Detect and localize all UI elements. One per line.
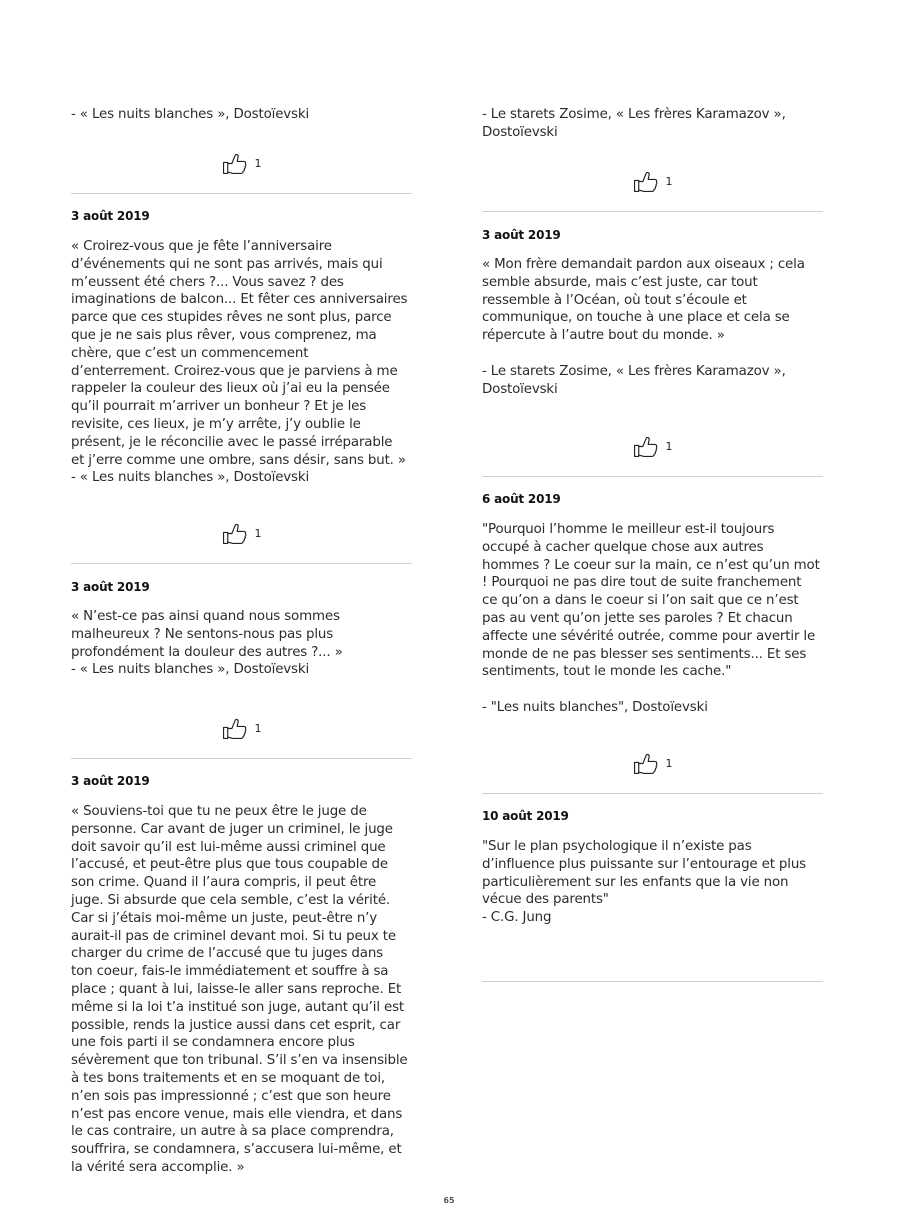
post-date: 6 août 2019 — [482, 492, 561, 506]
like-count: 1 — [665, 439, 673, 453]
post-text: « Souviens-toi que tu ne peux être le juge de personne. Car avant de juger un criminel, le juge doit savoir qu’il est lui-même aussi criminel que l’accusé, et peut-être plus que tous coupable de son crime. Quand il l’aura compris, il peut être juge. Si absurde que cela semble, c’est la vérité. Car si j’étais moi-même un juste, peut-être n’y aurait-il pas de criminel devant moi. Si tu peux te charger du crime de l’accusé que tu juges dans ton coeur, fais-le immédiatement et souffre à sa place ; quant à lui, laisse-le aller sans reproche. Et même si la loi t’a institué son juge, autant qu’il est possible, rends la justice aussi dans cet esprit, car une fois parti il se condamnera encore plus sévèrement que ton tribunal. S’il s’en va insensible à tes bons traitements et en se moquant de toi, n’en sois pas impressionné ; c’est que son heure n’est pas encore venue, mais elle viendra, et dans le cas contraire, un autre à sa place comprendra, souffrira, se condamnera, s’accusera lui-même, et la vérité sera accomplie. » — [71, 804, 408, 1175]
post-date: 3 août 2019 — [482, 228, 561, 242]
thumbs-up-icon[interactable] — [222, 716, 247, 741]
like-count: 1 — [254, 721, 262, 735]
page-number: 65 — [443, 1196, 455, 1205]
like-area — [482, 749, 823, 777]
post-text: « Mon frère demandait pardon aux oiseaux ; cela semble absurde, mais c’est juste, car tout ressemble à l’Océan, où tout s’écoule et communique, on touche à une place et cela se répercute à l’autre bout du monde. » - Le starets Zosime, « Les frères Karamazov », Dostoïevski — [482, 257, 805, 397]
like-area — [482, 432, 823, 460]
like-count: 1 — [254, 156, 262, 170]
like-area — [71, 149, 412, 177]
like-area — [482, 167, 823, 195]
post-text: « Croirez-vous que je fête l’anniversaire d’événements qui ne sont pas arrivés, mais qui m’eussent été chers ?... Vous savez ? des imaginations de balcon... Et fêter ces anniversaires parce que ces stupides rêves ne sont plus, parce que je ne sais plus rêver, vous comprenez, ma chère, que c’est un commencement d’enterrement. Croirez-vous que je parviens à me rappeler la couleur des lieux où j’ai eu la pensée qu’il pourrait m’arriver un bonheur ? Et je les revisite, ces lieux, je m’y arrête, j’y oublie le présent, je le réconcilie avec le passé irréparable et j’erre comme une ombre, sans désir, sans but. » - « Les nuits blanches », Dostoïevski — [71, 239, 408, 486]
separator — [71, 758, 412, 759]
post-text: "Pourquoi l’homme le meilleur est-il toujours occupé à cacher quelque chose aux autres hommes ? Le coeur sur la main, ce n’est qu’un mot ! Pourquoi ne pas dire tout de suite franchement ce qu’on a dans le coeur si l’on sait que ce n’est pas au vent qu’on jette ses paroles ? Et chacun affecte une sévérité outrée, comme pour avertir le monde de ne pas blesser ses sentiments... Et ses sentiments, tout le monde les cache." - "Les nuits blanches", Dostoïevski — [482, 522, 820, 715]
like-area — [71, 519, 412, 547]
post-date: 3 août 2019 — [71, 209, 150, 223]
post-date: 3 août 2019 — [71, 580, 150, 594]
thumbs-up-icon[interactable] — [222, 151, 247, 176]
post-text: "Sur le plan psychologique il n’existe pas d’influence plus puissante sur l’entourage et plus particulièrement sur les enfants que la vie non vécue des parents" - C.G. Jung — [482, 839, 806, 926]
separator — [482, 981, 823, 982]
separator — [482, 211, 823, 212]
post-text: - Le starets Zosime, « Les frères Karamazov », Dostoïevski — [482, 107, 786, 140]
separator — [71, 563, 412, 564]
separator — [71, 193, 412, 194]
like-count: 1 — [665, 756, 673, 770]
like-area — [71, 714, 412, 742]
post-date: 3 août 2019 — [71, 774, 150, 788]
like-count: 1 — [665, 174, 673, 188]
thumbs-up-icon[interactable] — [633, 169, 658, 194]
post-text: « N’est-ce pas ainsi quand nous sommes malheureux ? Ne sentons-nous pas plus profondément la douleur des autres ?... » - « Les nuits blanches », Dostoïevski — [71, 609, 343, 678]
separator — [482, 476, 823, 477]
thumbs-up-icon[interactable] — [633, 751, 658, 776]
post-date: 10 août 2019 — [482, 809, 569, 823]
like-count: 1 — [254, 526, 262, 540]
separator — [482, 793, 823, 794]
thumbs-up-icon[interactable] — [222, 521, 247, 546]
post-text: - « Les nuits blanches », Dostoïevski — [71, 107, 310, 122]
thumbs-up-icon[interactable] — [633, 434, 658, 459]
